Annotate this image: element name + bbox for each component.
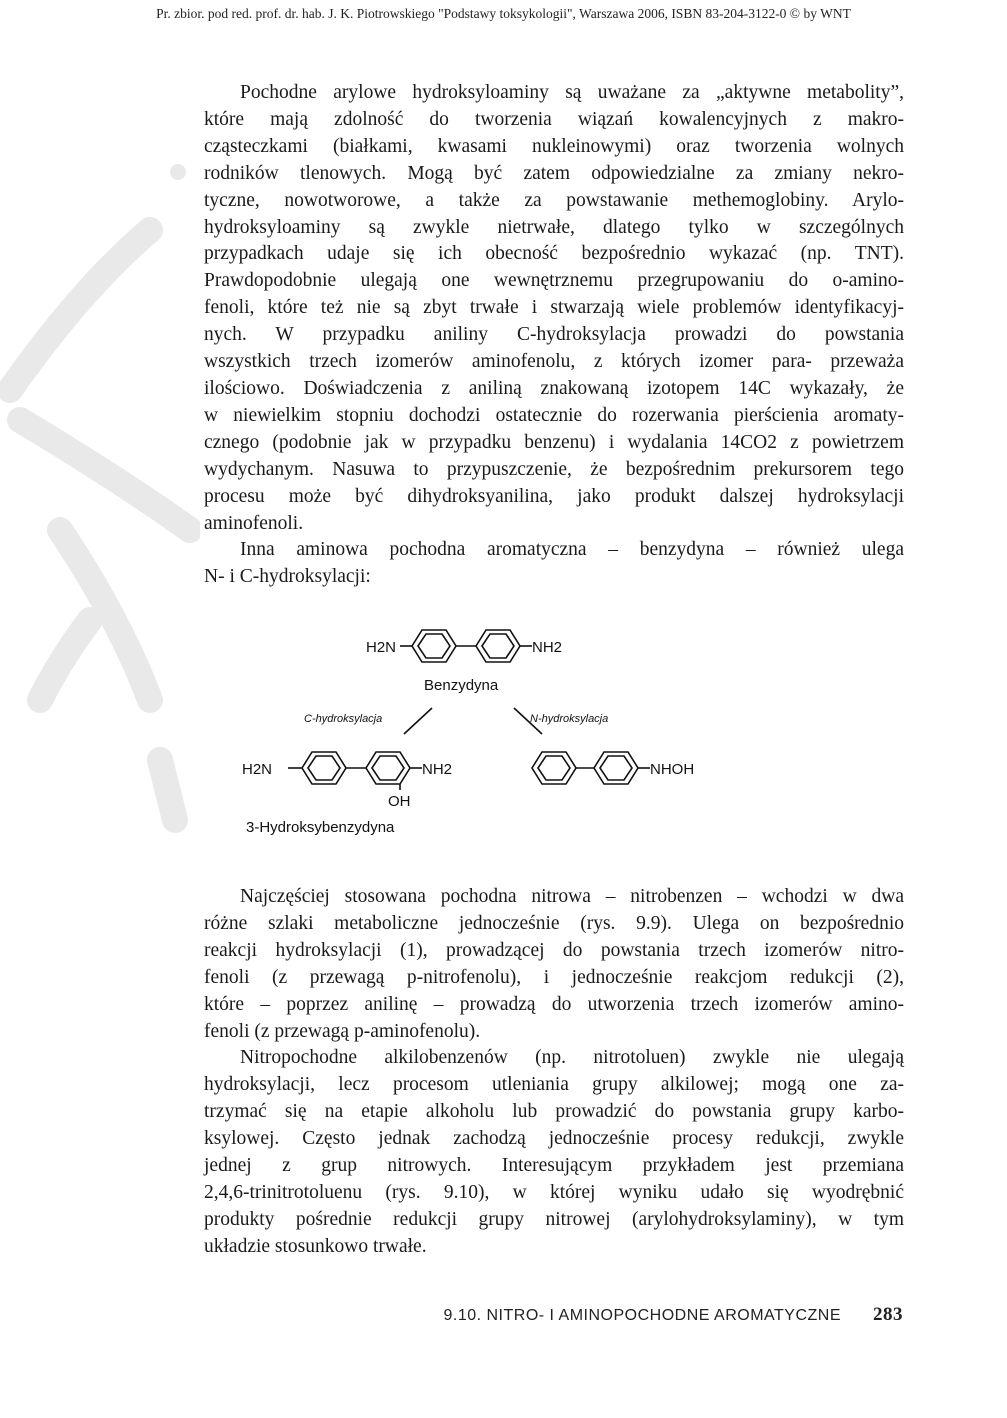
- line: które mają zdolność do tworzenia wiązań kowalencyjnych z makro-: [204, 108, 904, 130]
- line: fenoli (z przewagą p-aminofenolu).: [204, 1020, 481, 1042]
- line: ilościowo. Doświadczenia z aniliną znakowaną izotopem 14C wykazały, że: [204, 377, 904, 399]
- line: aminofenoli.: [204, 512, 304, 534]
- line: Najczęściej stosowana pochodna nitrowa – nitrobenzen – wchodzi w dwa: [240, 886, 904, 907]
- line: Inna aminowa pochodna aromatyczna – benzydyna – również ulega: [240, 539, 904, 561]
- line: nych. W przypadku aniliny C-hydroksylacja prowadzi do powstania: [204, 324, 904, 346]
- line: cznego (podobnie jak w przypadku benzenu) i wydalania 14CO2 z powietrzem: [204, 431, 904, 453]
- n-hydroxylation-label: N-hydroksylacja: [530, 713, 609, 725]
- line: które – poprzez anilinę – prowadzą do utworzenia trzech izomerów amino-: [204, 993, 904, 1015]
- c-hydroxylation-label: C-hydroksylacja: [304, 713, 383, 725]
- product2-group: NHOH: [650, 761, 695, 778]
- watermark: [0, 60, 200, 880]
- line: układzie stosunkowo trwałe.: [204, 1235, 427, 1257]
- line: cząsteczkami (białkami, kwasami nukleinowymi) oraz tworzenia wolnych: [204, 135, 904, 157]
- line: wszystkich trzech izomerów aminofenolu, z których izomer para- przeważa: [204, 351, 904, 373]
- line: fenoli (z przewagą p-nitrofenolu), i jednocześnie reakcjom redukcji (2),: [204, 966, 904, 988]
- line: ksylowej. Często jednak zachodzą jednocześnie procesy redukcji, zwykle: [204, 1128, 904, 1150]
- line: Nitropochodne alkilobenzenów (np. nitrotoluen) zwykle nie ulegają: [240, 1047, 904, 1069]
- line: N- i C-hydroksylacji:: [204, 566, 371, 588]
- product1-name: 3-Hydroksybenzydyna: [246, 819, 395, 836]
- product1-left-group: H2N: [242, 761, 273, 778]
- paragraph-nitrobenzene: [204, 884, 904, 1261]
- product1-right-group: NH2: [422, 761, 453, 778]
- line: tyczne, nowotworowe, a także za powstawanie methemoglobiny. Arylo-: [204, 189, 904, 211]
- paragraph-aryl-hydroxylamines: [204, 80, 904, 591]
- section-title: 9.10. NITRO- I AMINOPOCHODNE AROMATYCZNE: [443, 1307, 841, 1324]
- line: produkty pośrednie redukcji grupy nitrowej (arylohydroksylaminy), w tym: [204, 1208, 904, 1230]
- page-number: 283: [873, 1304, 903, 1325]
- line: procesu może być dihydroksyanilina, jako produkt dalszej hydroksylacji: [204, 485, 904, 507]
- benzidine-name: Benzydyna: [424, 677, 499, 694]
- benzidine-hydroxylation-scheme: [232, 610, 752, 850]
- line: rodników tlenowych. Mogą być zatem odpowiedzialne za zmiany nekro-: [204, 162, 904, 184]
- line: wydychanym. Nasuwa to przypuszczenie, że bezpośrednim prekursorem tego: [204, 458, 904, 480]
- page-footer: [443, 1304, 903, 1326]
- line: fenoli, które też nie są zbyt trwałe i stwarzają wiele problemów identyfikacyj-: [204, 297, 904, 319]
- line: w niewielkim stopniu dochodzi ostatecznie do rozerwania pierścienia aromaty-: [204, 404, 904, 426]
- line: trzymać się na etapie alkoholu lub prowadzić do powstania grupy karbo-: [204, 1101, 904, 1123]
- line: różne szlaki metaboliczne jednocześnie (rys. 9.9). Ulega on bezpośrednio: [204, 912, 904, 934]
- line: Pochodne arylowe hydroksyloaminy są uważane za „aktywne metabolity”,: [240, 82, 904, 103]
- line: hydroksylacji, lecz procesom utleniania grupy alkilowej; mogą one za-: [204, 1074, 904, 1096]
- line: hydroksyloaminy są zwykle nietrwałe, dlatego tylko w szczególnych: [204, 216, 904, 238]
- line: Prawdopodobnie ulegają one wewnętrznemu przegrupowaniu do o-amino-: [204, 270, 904, 292]
- running-header: Pr. zbior. pod red. prof. dr. hab. J. K. Piotrowskiego "Podstawy toksykologii", Warszawa 2006, ISBN 83-204-3122-0 © by WNT: [156, 6, 851, 21]
- line: 2,4,6-trinitrotoluenu (rys. 9.10), w której wyniku udało się wyodrębnić: [204, 1181, 904, 1203]
- line: reakcji hydroksylacji (1), prowadzącej do powstania trzech izomerów nitro-: [204, 939, 904, 961]
- benzidine-right-group: NH2: [532, 639, 563, 656]
- line: przypadkach udaje się ich obecność bezpośrednio wykazać (np. TNT).: [204, 243, 904, 265]
- line: jednej z grup nitrowych. Interesującym przykładem jest przemiana: [204, 1155, 904, 1177]
- product1-oh-group: OH: [388, 793, 411, 810]
- benzidine-left-group: H2N: [366, 639, 397, 656]
